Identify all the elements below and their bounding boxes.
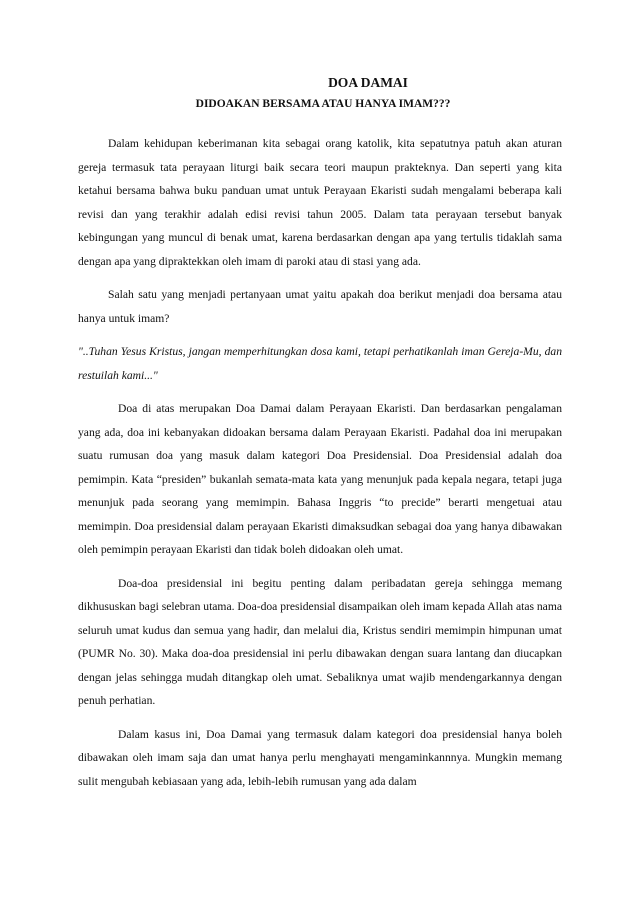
paragraph-presidential-prayer: Doa di atas merupakan Doa Damai dalam Perayaan Ekaristi. Dan berdasarkan pengalaman yang ada, doa ini kebanyakan didoakan bersama dalam Perayaan Ekaristi. Padahal doa ini merupakan suatu rumusan doa yang masuk dalam kategori Doa Presidensial. Doa Presidensial adalah doa pemimpin. Kata “presiden” bukanlah semata-mata kata yang menunjuk pada kepala negara, tetapi juga menunjuk pada seorang yang memimpin. Bahasa Inggris “to precide” berarti mengetuai atau memimpin. Doa presidensial dalam perayaan Ekaristi dimaksudkan sebagai doa yang hanya dibawakan oleh pemimpin perayaan Ekaristi dan tidak boleh didoakan oleh umat. — [78, 402, 562, 556]
paragraph-conclusion: Dalam kasus ini, Doa Damai yang termasuk dalam kategori doa presidensial hanya boleh dibawakan oleh imam saja dan umat hanya perlu menghayati mengaminkannnya. Mungkin memang sulit mengubah kebiasaan yang ada, lebih-lebih rumusan yang ada dalam — [78, 727, 562, 788]
paragraph-prayer-quote: "..Tuhan Yesus Kristus, jangan memperhitungkan dosa kami, tetapi perhatikanlah iman Gereja-Mu, dan restuilah kami..." — [78, 345, 562, 382]
paragraph-question: Salah satu yang menjadi pertanyaan umat yaitu apakah doa berikut menjadi doa bersama atau hanya untuk imam? — [78, 288, 562, 325]
document-subtitle: DIDOAKAN BERSAMA ATAU HANYA IMAM??? — [195, 98, 451, 110]
paragraph-intro: Dalam kehidupan keberimanan kita sebagai orang katolik, kita sepatutnya patuh akan aturan gereja termasuk tata perayaan liturgi baik secara teori maupun prakteknya. Dan seperti yang kita ketahui bersama bahwa buku panduan umat untuk Perayaan Ekaristi sudah mengalami beberapa kali revisi dan yang terakhir adalah edisi revisi tahun 2005. Dalam tata perayaan tersebut banyak kebingungan yang muncul di benak umat, karena berdasarkan dengan apa yang tertulis tidaklah sama dengan apa yang dipraktekkan oleh imam di paroki atau di stasi yang ada. — [78, 137, 562, 268]
document-body — [78, 74, 562, 803]
document-title: DOA DAMAI — [328, 75, 408, 90]
paragraph-presidential-importance: Doa-doa presidensial ini begitu penting dalam peribadatan gereja sehingga memang dikhususkan bagi selebran utama. Doa-doa presidensial disampaikan oleh imam kepada Allah atas nama seluruh umat kudus dan semua yang hadir, dan melalui dia, Kristus sendiri memimpin himpunan umat (PUMR No. 30). Maka doa-doa presidensial ini perlu dibawakan dengan suara lantang dan diucapkan dengan jelas sehingga mudah ditangkap oleh umat. Sebaliknya umat wajib mendengarkannya dengan penuh perhatian. — [78, 576, 562, 707]
